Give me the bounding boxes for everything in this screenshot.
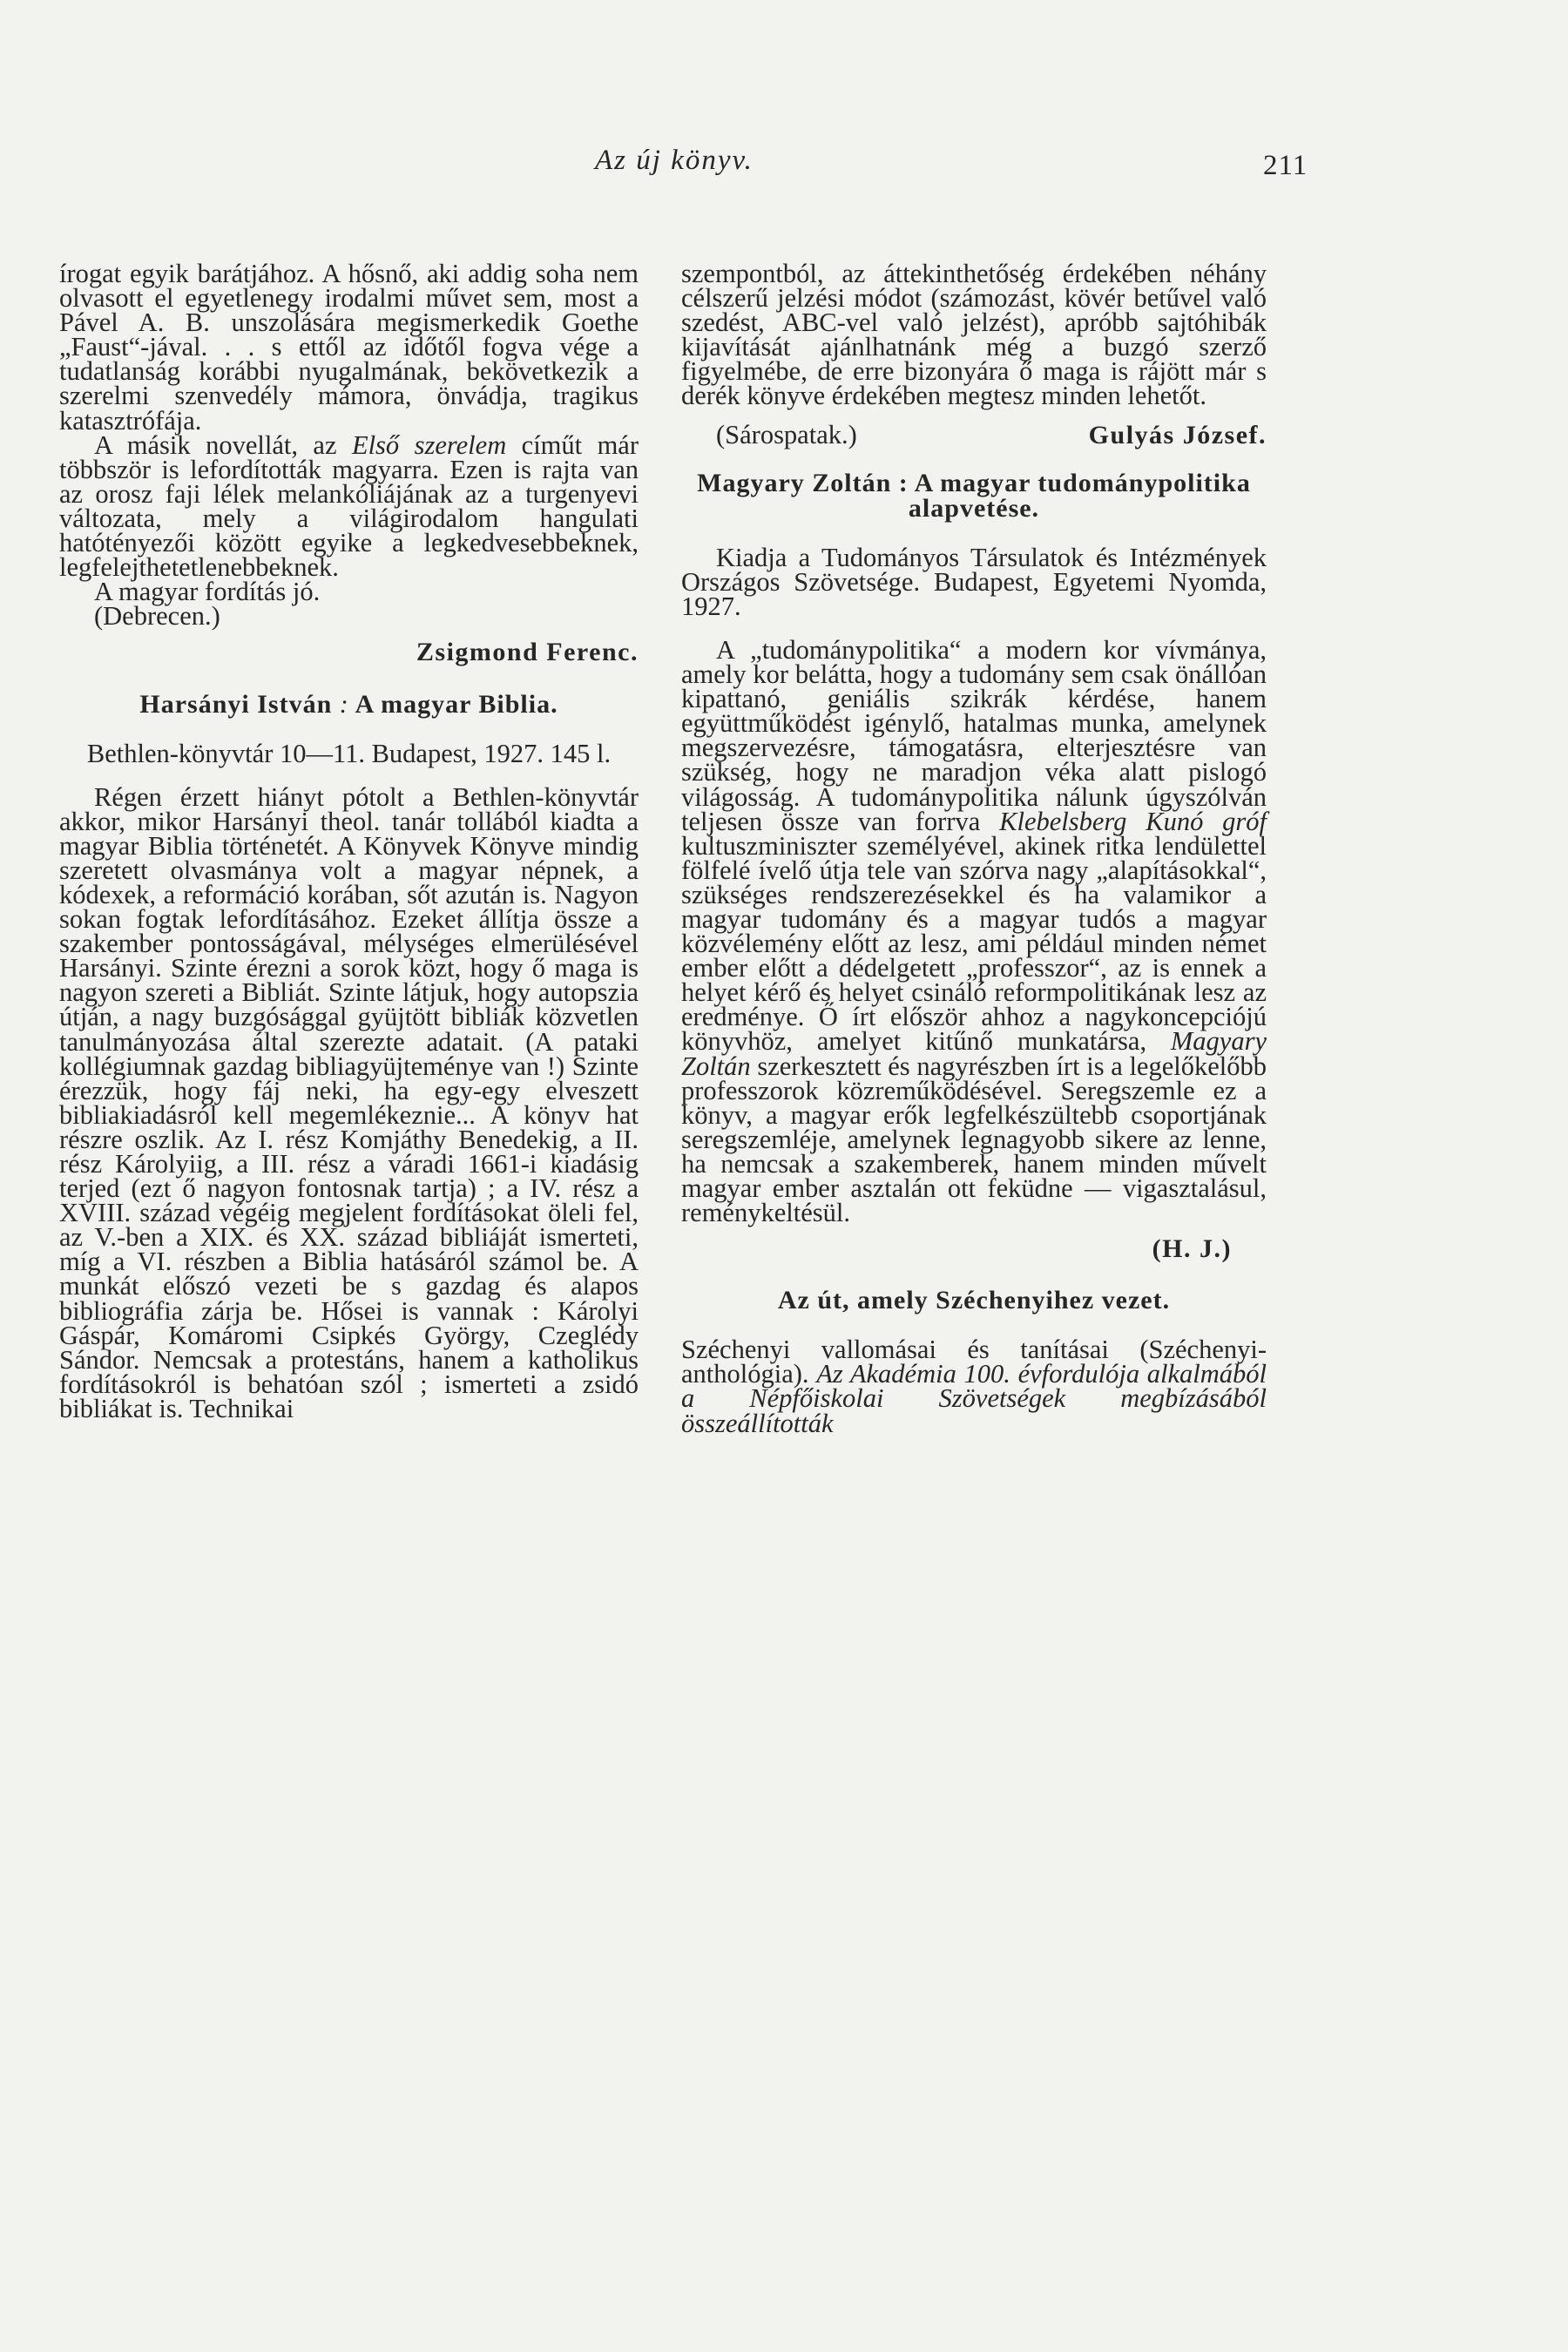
bibliographic-note: Kiadja a Tudományos Társulatok és Intézmények Országos Szövetsége. Budapest, Egyetemi Nyomda, 1927. [681,542,1267,621]
review-heading [59,689,639,719]
page-number: 211 [1263,150,1308,181]
signature: Zsigmond Ferenc. [416,638,639,667]
person-name: Klebelsberg Kunó gróf [999,806,1267,836]
right-column [681,261,1267,1436]
paragraph: A magyar fordítás jó. [94,577,321,607]
person-name: Magyary Zoltán [681,1026,1267,1081]
bibliographic-note: Bethlen-könyvtár 10—11. Budapest, 1927. 145 l. [86,738,612,768]
review-heading: Az út, amely Széchenyihez vezet. [777,1286,1171,1315]
paragraph: írogat egyik barátjához. A hősnő, aki addig soha nem olvasott el egyetlenegy irodalmi művet sem, most a Pável A. B. unszolására megismerkedik Goethe „Faust“-jával. . . s ettől az időtől fogva vége a tudatlanság korábbi nyugalmának, bekövetkezik a szerelmi szenvedély mámora, önvádja, tragikus katasztrófája. [59,259,639,436]
paragraph [681,1335,1267,1438]
place-note: (Debrecen.) [94,601,220,632]
paragraph-italic-text: Az Akadémia 100. évfordulója alkalmából a Népfőiskolai Szövetségek megbízásából összeállították [681,1359,1267,1438]
left-column [59,261,639,1421]
page-header [0,145,1568,188]
paragraph-text: kultuszminiszter személyével, akinek ritka lendülettel fölfelé ívelő útja tele van szórva nagy „alapításokkal“, szükséges rendszerezésekkel és ha valamikor a magyar tudomány és a magyar tudós a magyar közvélemény előtt az lesz, ami például minden német ember előtt a dédelgetett „professzor“, az is ennek a helyet kérő és helyet csináló reformpolitikának lesz az eredménye. Ő írt először ahhoz a nagykoncepciójú könyvhöz, amelyet kitűnő munkatársa, [681,830,1267,1057]
paragraph-text: A „tudománypolitika“ a modern kor vívmánya, amely kor belátta, hogy a tudomány sem csak önállóan kipattanó, geniális szikrák kérdése, hanem együttműködést igénylő, hatalmas munka, amelynek megszervezésre, támogatásra, elterjesztésre van szükség, hogy ne maradjon véka alatt pislogó világosság. A tudománypolitika nálunk úgyszólván teljesen össze van forrva [681,634,1267,836]
paragraph-text: Széchenyi vallomásai és tanításai (Széchenyi-anthológia). [681,1335,1267,1389]
paragraph: szempontból, az áttekinthetőség érdekében néhány célszerű jelzési módot (számozást, kövér betűvel való szedést, ABC-vel való jelzést), apróbb sajtóhibák kijavítását ajánlhatnánk még a buzgó szerző figyelmébe, de erre bizonyára ő maga is rájött már s derék könyve érdekében megtesz minden lehetőt. [681,259,1267,411]
paragraph-text: A másik novellát, az [94,429,352,460]
heading-separator: : [339,689,349,719]
paragraph-text: szerkesztett és nagyrészben írt is a legelőkelőbb professzorok közreműködésével. Seregszemle ez a könyv, a magyar erők legfelkészültebb csoportjának seregszemléje, amelynek legnagyobb sikere az lenne, ha nemcsak a szakemberek, hanem minden művelt magyar ember asztalán ott feküdne — vigasztalásul, reménykeltésül. [681,1051,1267,1228]
review-heading: Magyary Zoltán : A magyar tudománypolitika alapvetése. [697,468,1251,523]
signature: Gulyás József. [1088,420,1267,449]
paragraph-text: címűt már többször is lefordították magyarra. Ezen is rajta van az orosz faji lélek melankóliájának az a turgenyevi változata, mely a világirodalom hangulati hatótényezői között egyike a legkedvesebbeknek, legfelejthetetlenebbeknek. [59,429,639,583]
signature: (H. J.) [1152,1234,1232,1264]
book-title: Első szerelem [351,429,507,460]
signature-line [681,419,1267,449]
paragraph: Régen érzett hiányt pótolt a Bethlen-könyvtár akkor, mikor Harsányi theol. tanár tollából kiadta a magyar Biblia történetét. A Könyvek Könyve mindig szeretett olvasmánya volt a magyar népnek, a kódexek, a reformáció korában, sőt azután is. Nagyon sokan fogtak lefordításához. Ezeket állítja össze a szakember pontosságával, mélységes elmerülésével Harsányi. Szinte érezni a sorok közt, hogy ő maga is nagyon szereti a Bibliát. Szinte látjuk, hogy autopszia útján, a nagy buzgósággal gyüjtött bibliák közvetlen tanulmányozása által szerezte adatait. (A pataki kollégiumnak gazdag bibliagyüjteménye van !) Szinte érezzük, hogy fáj neki, ha egy-egy elveszett bibliakiadásról kell megemlékeznie... A könyv hat részre oszlik. Az I. rész Komjáthy Benedekig, a II. rész Károlyiig, a III. rész a váradi 1661-i kiadásig terjed (ezt ő nagyon fontosnak tartja) ; a IV. rész a XVIII. század végéig megjelent fordításokat öleli fel, az V.-ben a XIX. és XX. század bibliáját ismerteti, míg a VI. részben a Biblia hatásáról számol be. A munkát előszó vezeti be s gazdag és alapos bibliográfia zárja be. Hősei is vannak : Károlyi Gáspár, Komáromi Csipkés György, Czeglédy Sándor. Nemcsak a protestáns, hanem a katholikus fordításokról is behatóan szól ; ismerteti a zsidó bibliákat is. Technikai [59,781,639,1423]
heading-title: A magyar Biblia. [355,689,558,719]
place-note: (Sárospatak.) [716,419,857,449]
heading-author: Harsányi István [139,689,333,719]
paragraph [59,429,639,583]
paragraph [681,634,1267,1228]
running-title: Az új könyv. [595,145,754,176]
